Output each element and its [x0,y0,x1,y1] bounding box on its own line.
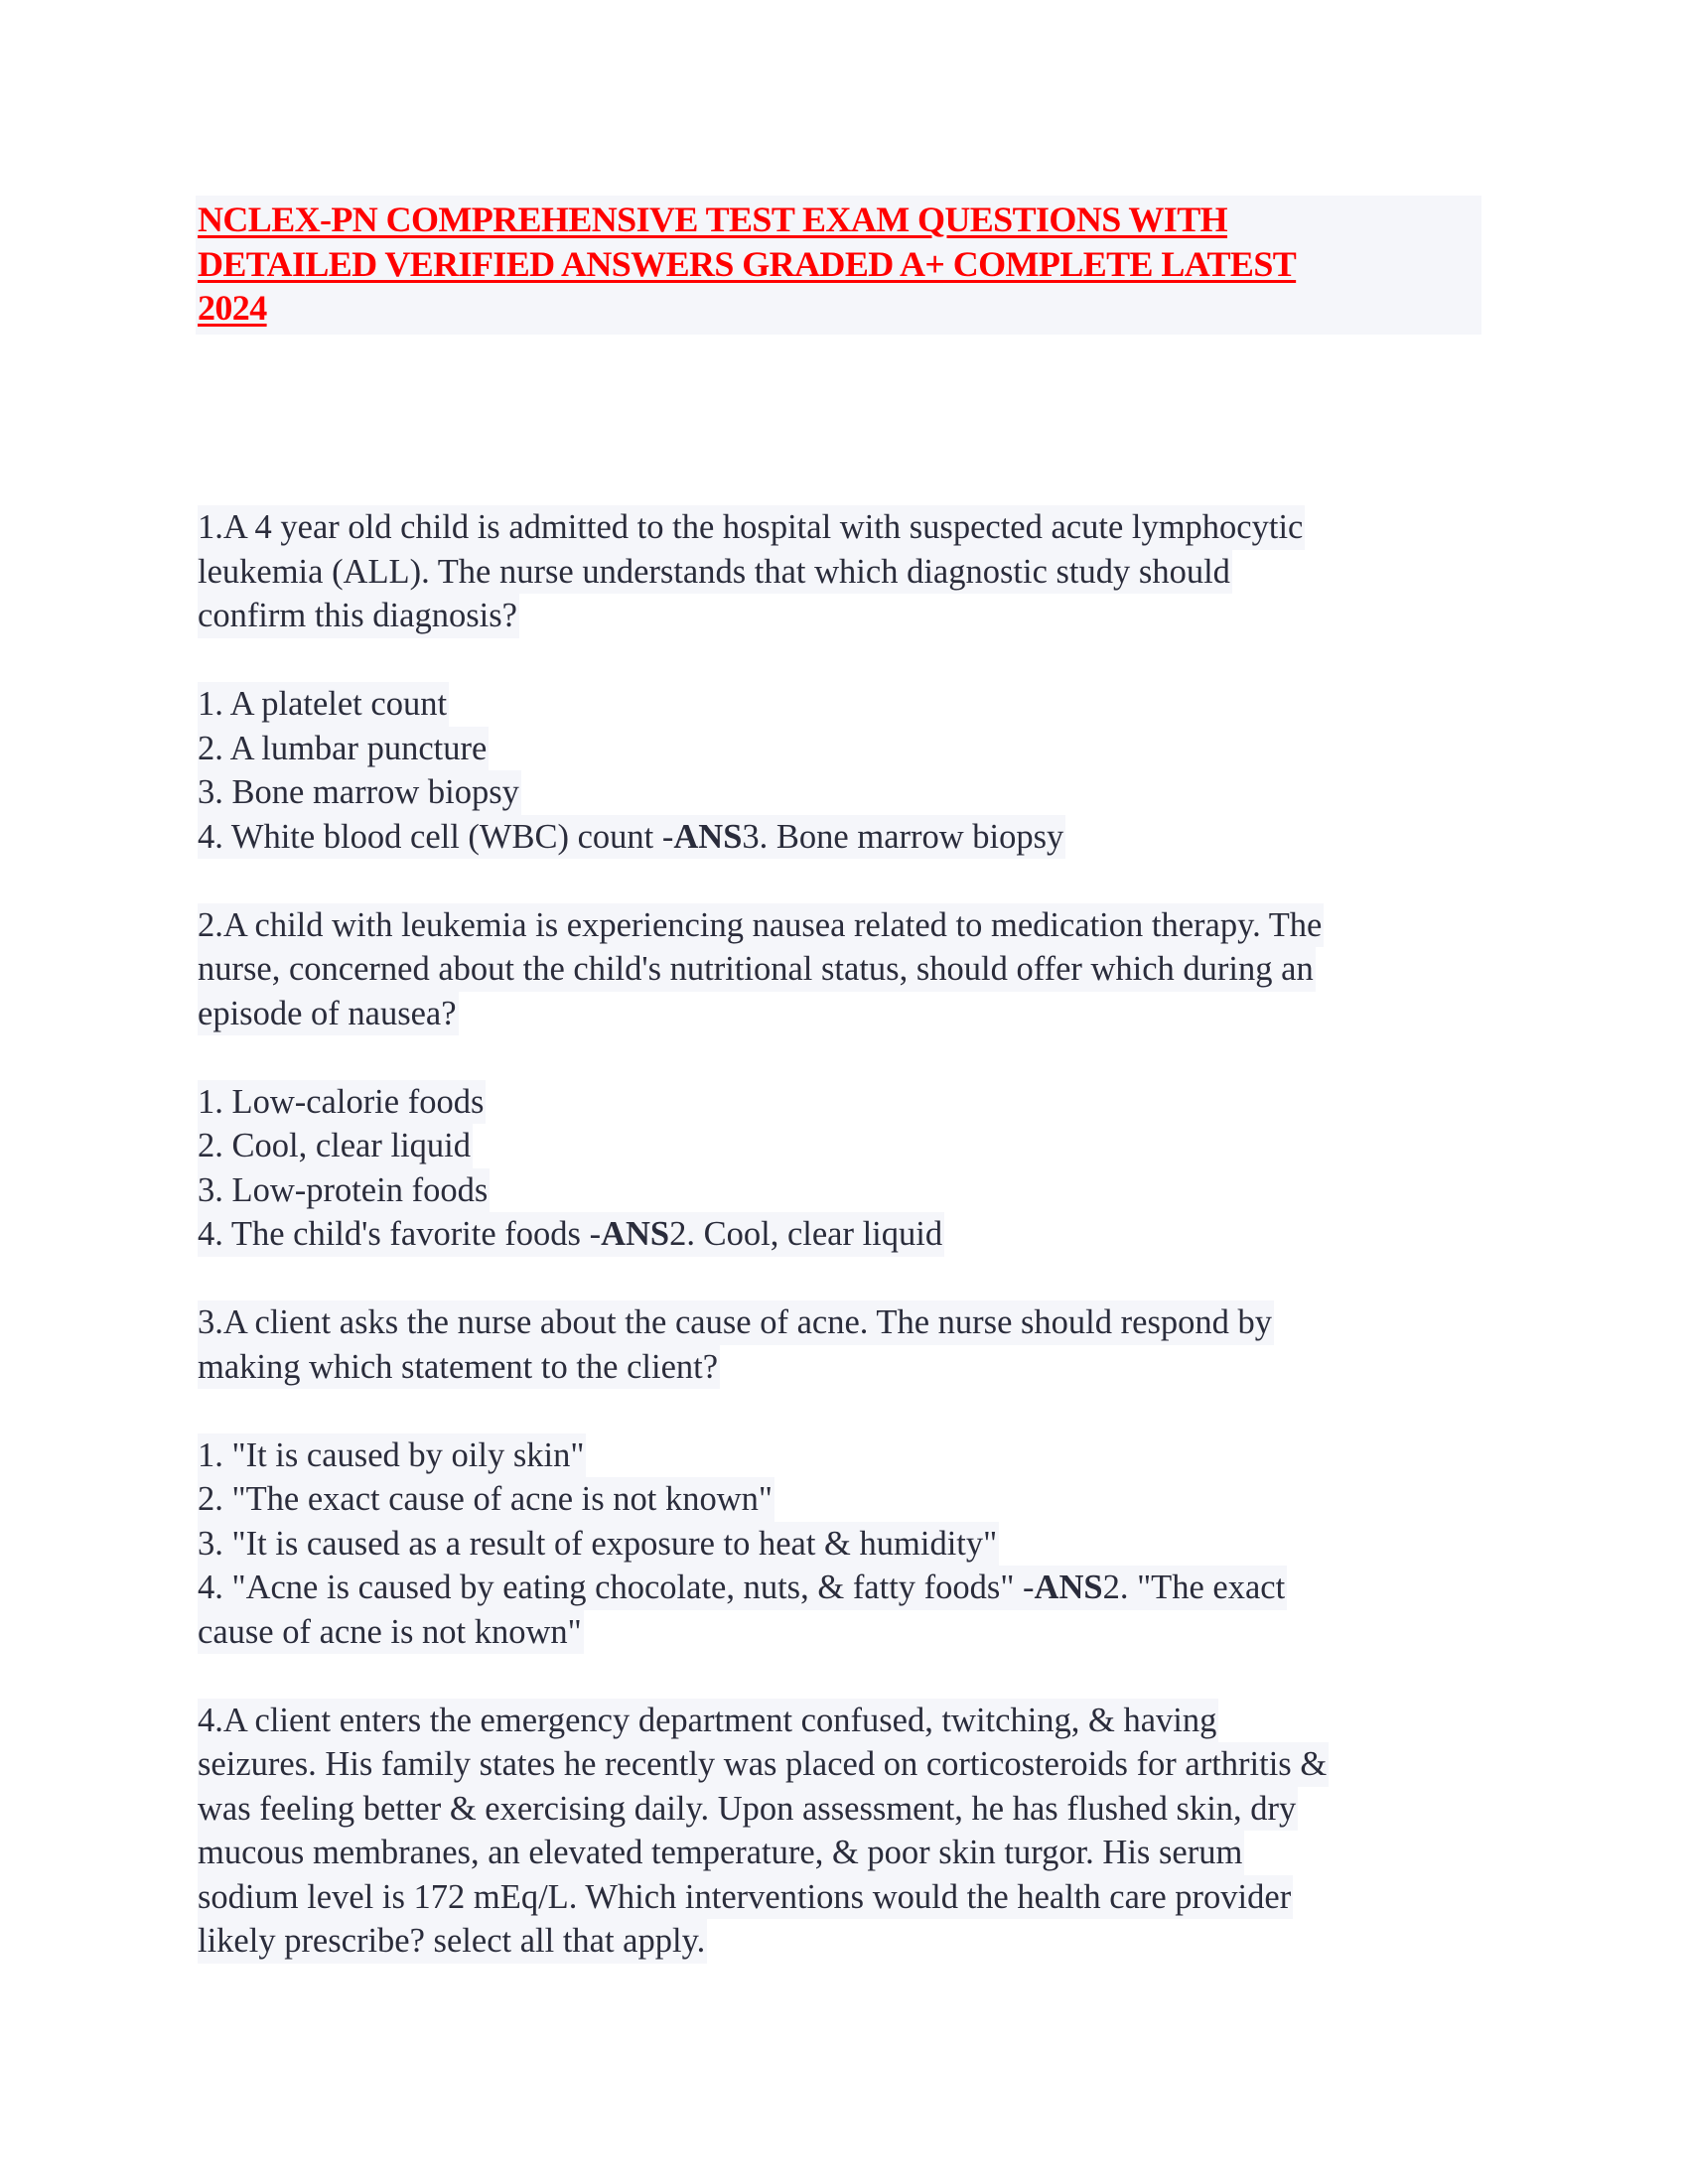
question-stem-line: likely prescribe? select all that apply. [198,1919,707,1964]
answer-label: ANS [601,1215,670,1253]
title-line: DETAILED VERIFIED ANSWERS GRADED A+ COMPLETE LATEST [198,243,1297,284]
answer-label: ANS [673,817,743,856]
option: 4. The child's favorite foods - [198,1215,602,1253]
option-with-answer [198,1212,944,1257]
title-line: NCLEX-PN COMPREHENSIVE TEST EXAM QUESTIONS WITH [198,200,1228,239]
option: 2. Cool, clear liquid [198,1124,473,1168]
question-stem-line: episode of nausea? [198,992,459,1036]
option-with-answer [198,1566,1287,1610]
question-stem-line: confirm this diagnosis? [198,594,519,638]
question-stem-line: was feeling better & exercising daily. Upon assessment, he has flushed skin, dry [198,1787,1298,1832]
question-stem-line: mucous membranes, an elevated temperature, & poor skin turgor. His serum [198,1831,1244,1875]
question-stem-line: sodium level is 172 mEq/L. Which interventions would the health care provider [198,1875,1293,1920]
question-stem-line: seizures. His family states he recently was placed on corticosteroids for arthritis & [198,1742,1329,1787]
option: 3. Low-protein foods [198,1168,490,1213]
option: 4. "Acne is caused by eating chocolate, nuts, & fatty foods" - [198,1569,1035,1606]
question-stem-line: leukemia (ALL). The nurse understands that which diagnostic study should [198,550,1232,595]
question-2 [198,903,1329,1257]
answer: 2. Cool, clear liquid [669,1215,943,1253]
option: 1. "It is caused by oily skin" [198,1433,586,1478]
answer: 3. Bone marrow biopsy [742,817,1064,856]
option: 2. A lumbar puncture [198,727,489,771]
question-stem-line: 1.A 4 year old child is admitted to the hospital with suspected acute lymphocytic [198,505,1305,550]
answer-continued: cause of acne is not known" [198,1610,584,1655]
question-stem-line: 2.A child with leukemia is experiencing nausea related to medication therapy. The [198,903,1324,948]
question-stem-line: 4.A client enters the emergency department confused, twitching, & having [198,1699,1218,1743]
question-stem-line: nurse, concerned about the child's nutritional status, should offer which during an [198,947,1316,992]
option: 3. Bone marrow biopsy [198,770,521,815]
option-with-answer [198,815,1065,860]
option: 2. "The exact cause of acne is not known" [198,1477,774,1522]
document-title [196,196,1481,335]
document-body [198,505,1329,1964]
option: 4. White blood cell (WBC) count - [198,817,674,856]
option: 3. "It is caused as a result of exposure to heat & humidity" [198,1522,999,1567]
question-3 [198,1300,1329,1654]
answer-label: ANS [1034,1569,1103,1606]
option: 1. Low-calorie foods [198,1080,486,1125]
answer: 2. "The exact [1102,1569,1286,1606]
question-stem-line: 3.A client asks the nurse about the cause of acne. The nurse should respond by [198,1300,1274,1345]
question-4 [198,1699,1329,1964]
option: 1. A platelet count [198,682,449,727]
title-line: 2024 [198,288,267,328]
question-1 [198,505,1329,859]
question-stem-line: making which statement to the client? [198,1345,720,1390]
